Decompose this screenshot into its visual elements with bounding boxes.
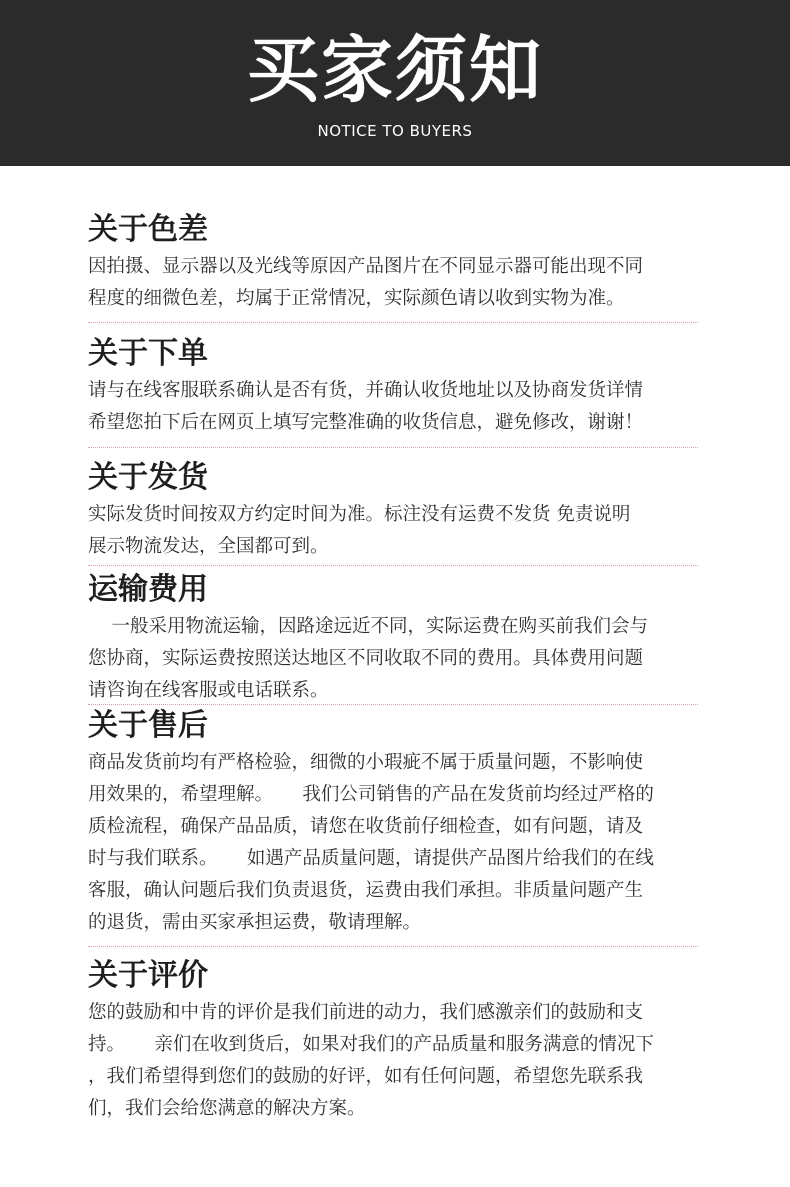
section-text-line: ，我们希望得到您们的鼓励的好评，如有任何问题，希望您先联系我 [88, 1066, 644, 1087]
section-heading: 关于评价 [88, 958, 208, 993]
section-shipping-cost [88, 570, 702, 707]
section-text-line: 质检流程，确保产品品质，请您在收货前仔细检查，如有问题，请及 [88, 816, 644, 837]
section-body [88, 499, 702, 563]
section-text-line: 实际发货时间按双方约定时间为准。标注没有运费不发货 免责说明 [88, 504, 631, 525]
section-heading: 关于售后 [88, 708, 208, 743]
section-text-line: 程度的细微色差，均属于正常情况，实际颜色请以收到实物为准。 [88, 288, 625, 309]
section-heading: 关于色差 [88, 212, 208, 247]
section-heading: 关于发货 [88, 460, 208, 495]
section-heading: 关于下单 [88, 336, 208, 371]
section-color-difference [88, 210, 702, 315]
section-divider [88, 322, 698, 323]
page-title: 买家须知 [246, 28, 543, 112]
section-reviews [88, 956, 702, 1125]
section-body [88, 747, 702, 939]
section-divider [88, 565, 698, 566]
header-banner [0, 0, 790, 166]
section-text-line: 您的鼓励和中肯的评价是我们前进的动力，我们感激亲们的鼓励和支 [88, 1002, 644, 1023]
section-text-line: 客服，确认问题后我们负责退货，运费由我们承担。非质量问题产生 [88, 880, 644, 901]
section-text-line: 展示物流发达，全国都可到。 [88, 536, 329, 557]
section-text-line: 因拍摄、显示器以及光线等原因产品图片在不同显示器可能出现不同 [88, 256, 644, 277]
section-divider [88, 704, 698, 705]
section-text-line: 的退货，需由买家承担运费，敬请理解。 [88, 912, 422, 933]
section-text-line: 时与我们联系。 如遇产品质量问题，请提供产品图片给我们的在线 [88, 848, 654, 869]
section-heading: 运输费用 [88, 572, 208, 607]
section-text-line: 请咨询在线客服或电话联系。 [88, 680, 329, 701]
section-text-line: 请与在线客服联系确认是否有货，并确认收货地址以及协商发货详情 [88, 380, 644, 401]
section-text-line: 希望您拍下后在网页上填写完整准确的收货信息，避免修改，谢谢！ [88, 412, 644, 433]
section-body [88, 251, 702, 315]
section-body [88, 375, 702, 439]
section-body [88, 997, 702, 1125]
section-text-line: 们，我们会给您满意的解决方案。 [88, 1098, 366, 1119]
section-body [88, 611, 702, 707]
section-divider [88, 447, 698, 448]
section-text-line: 一般采用物流运输，因路途远近不同，实际运费在购买前我们会与 [88, 616, 649, 637]
section-ordering [88, 334, 702, 439]
page-subtitle: NOTICE TO BUYERS [317, 122, 473, 140]
section-after-sales [88, 706, 702, 939]
section-text-line: 商品发货前均有严格检验，细微的小瑕疵不属于质量问题，不影响使 [88, 752, 644, 773]
section-text-line: 您协商，实际运费按照送达地区不同收取不同的费用。具体费用问题 [88, 648, 644, 669]
section-shipping [88, 458, 702, 563]
section-text-line: 用效果的，希望理解。 我们公司销售的产品在发货前均经过严格的 [88, 784, 654, 805]
section-text-line: 持。 亲们在收到货后，如果对我们的产品质量和服务满意的情况下 [88, 1034, 654, 1055]
section-divider [88, 946, 698, 947]
